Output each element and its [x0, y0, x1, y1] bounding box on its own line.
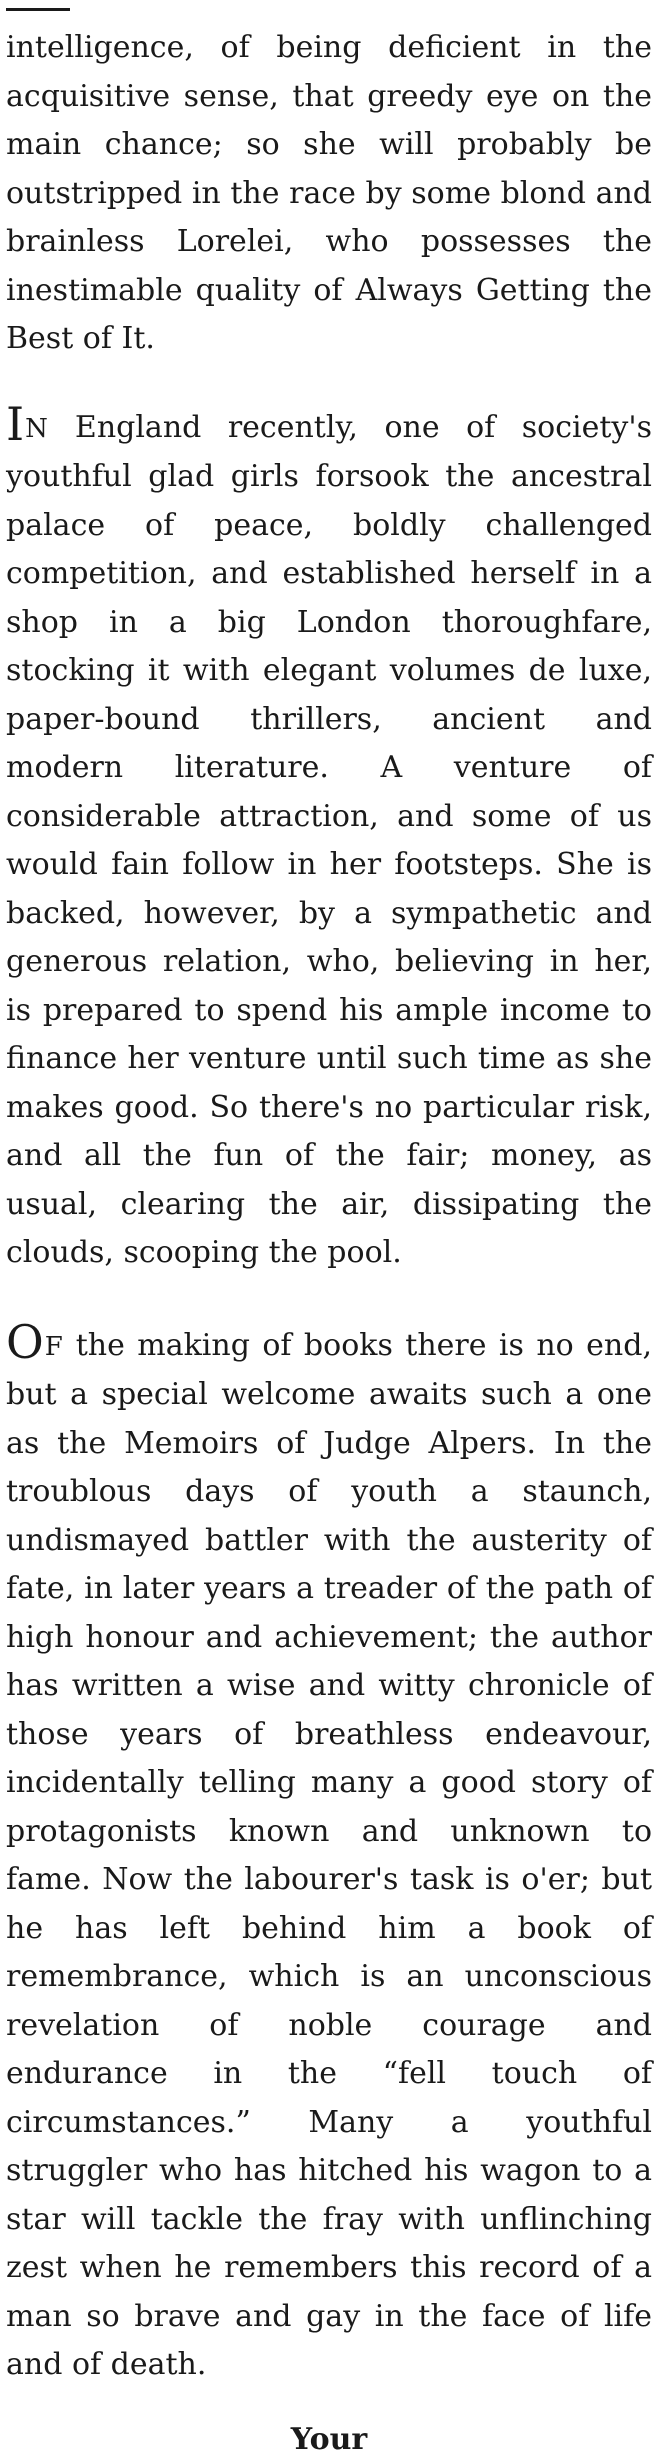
- paragraph-2-text: England recently, one of society's youthful glad girls forsook the ancestral palace of peace, boldly challenged competition, and established herself in a shop in a big London thoroughfare, stocking it with elegant volumes de luxe, paper-bound thrillers, ancient and modern literature. A venture of considerable attraction, and some of us would fain follow in her footsteps. She is backed, however, by a sympathetic and generous relation, who, believing in her, is prepared to spend his ample income to finance her venture until such time as she makes good. So there's no particular risk, and all the fun of the fair; money, as usual, clearing the air, dissipating the clouds, scooping the pool.: [6, 409, 652, 1270]
- paragraph-3: [6, 1315, 652, 2390]
- signoff-text: Your: [290, 2421, 368, 2457]
- drop-cap-i: I: [6, 397, 25, 452]
- paragraph-2: [6, 397, 652, 1278]
- top-rule: [6, 8, 70, 11]
- paragraph-1-text: intelligence, of being deficient in the acquisitive sense, that greedy eye on the main chance; so she will probably be outstripped in the race by some blond and brainless Lorelei, who possesses the inestimable quality of Always Getting the Best of It.: [6, 30, 652, 356]
- article-column: [6, 24, 652, 2464]
- paragraph-1: [6, 24, 652, 364]
- paragraph-3-lead: F: [44, 1331, 64, 1362]
- paragraph-3-text: the making of books there is no end, but a special welcome awaits such a one as the Memoirs of Judge Alpers. In the troublous days of youth a staunch, undismayed battler with the austerity of fate, in later years a treader of the path of high honour and achievement; the author has written a wise and witty chronicle of those years of breathless endeavour, incidentally telling many a good story of protagonists known and unknown to fame. Now the labourer's task is o'er; but he has left behind him a book of remembrance, which is an unconscious revelation of noble courage and endurance in the “fell touch of circumstances.” Many a youthful struggler who has hitched his wagon to a star will tackle the fray with unflinching zest when he remembers this record of a man so brave and gay in the face of life and of death.: [6, 1327, 652, 2382]
- paragraph-2-lead: N: [25, 413, 49, 444]
- drop-cap-o: O: [6, 1315, 44, 1370]
